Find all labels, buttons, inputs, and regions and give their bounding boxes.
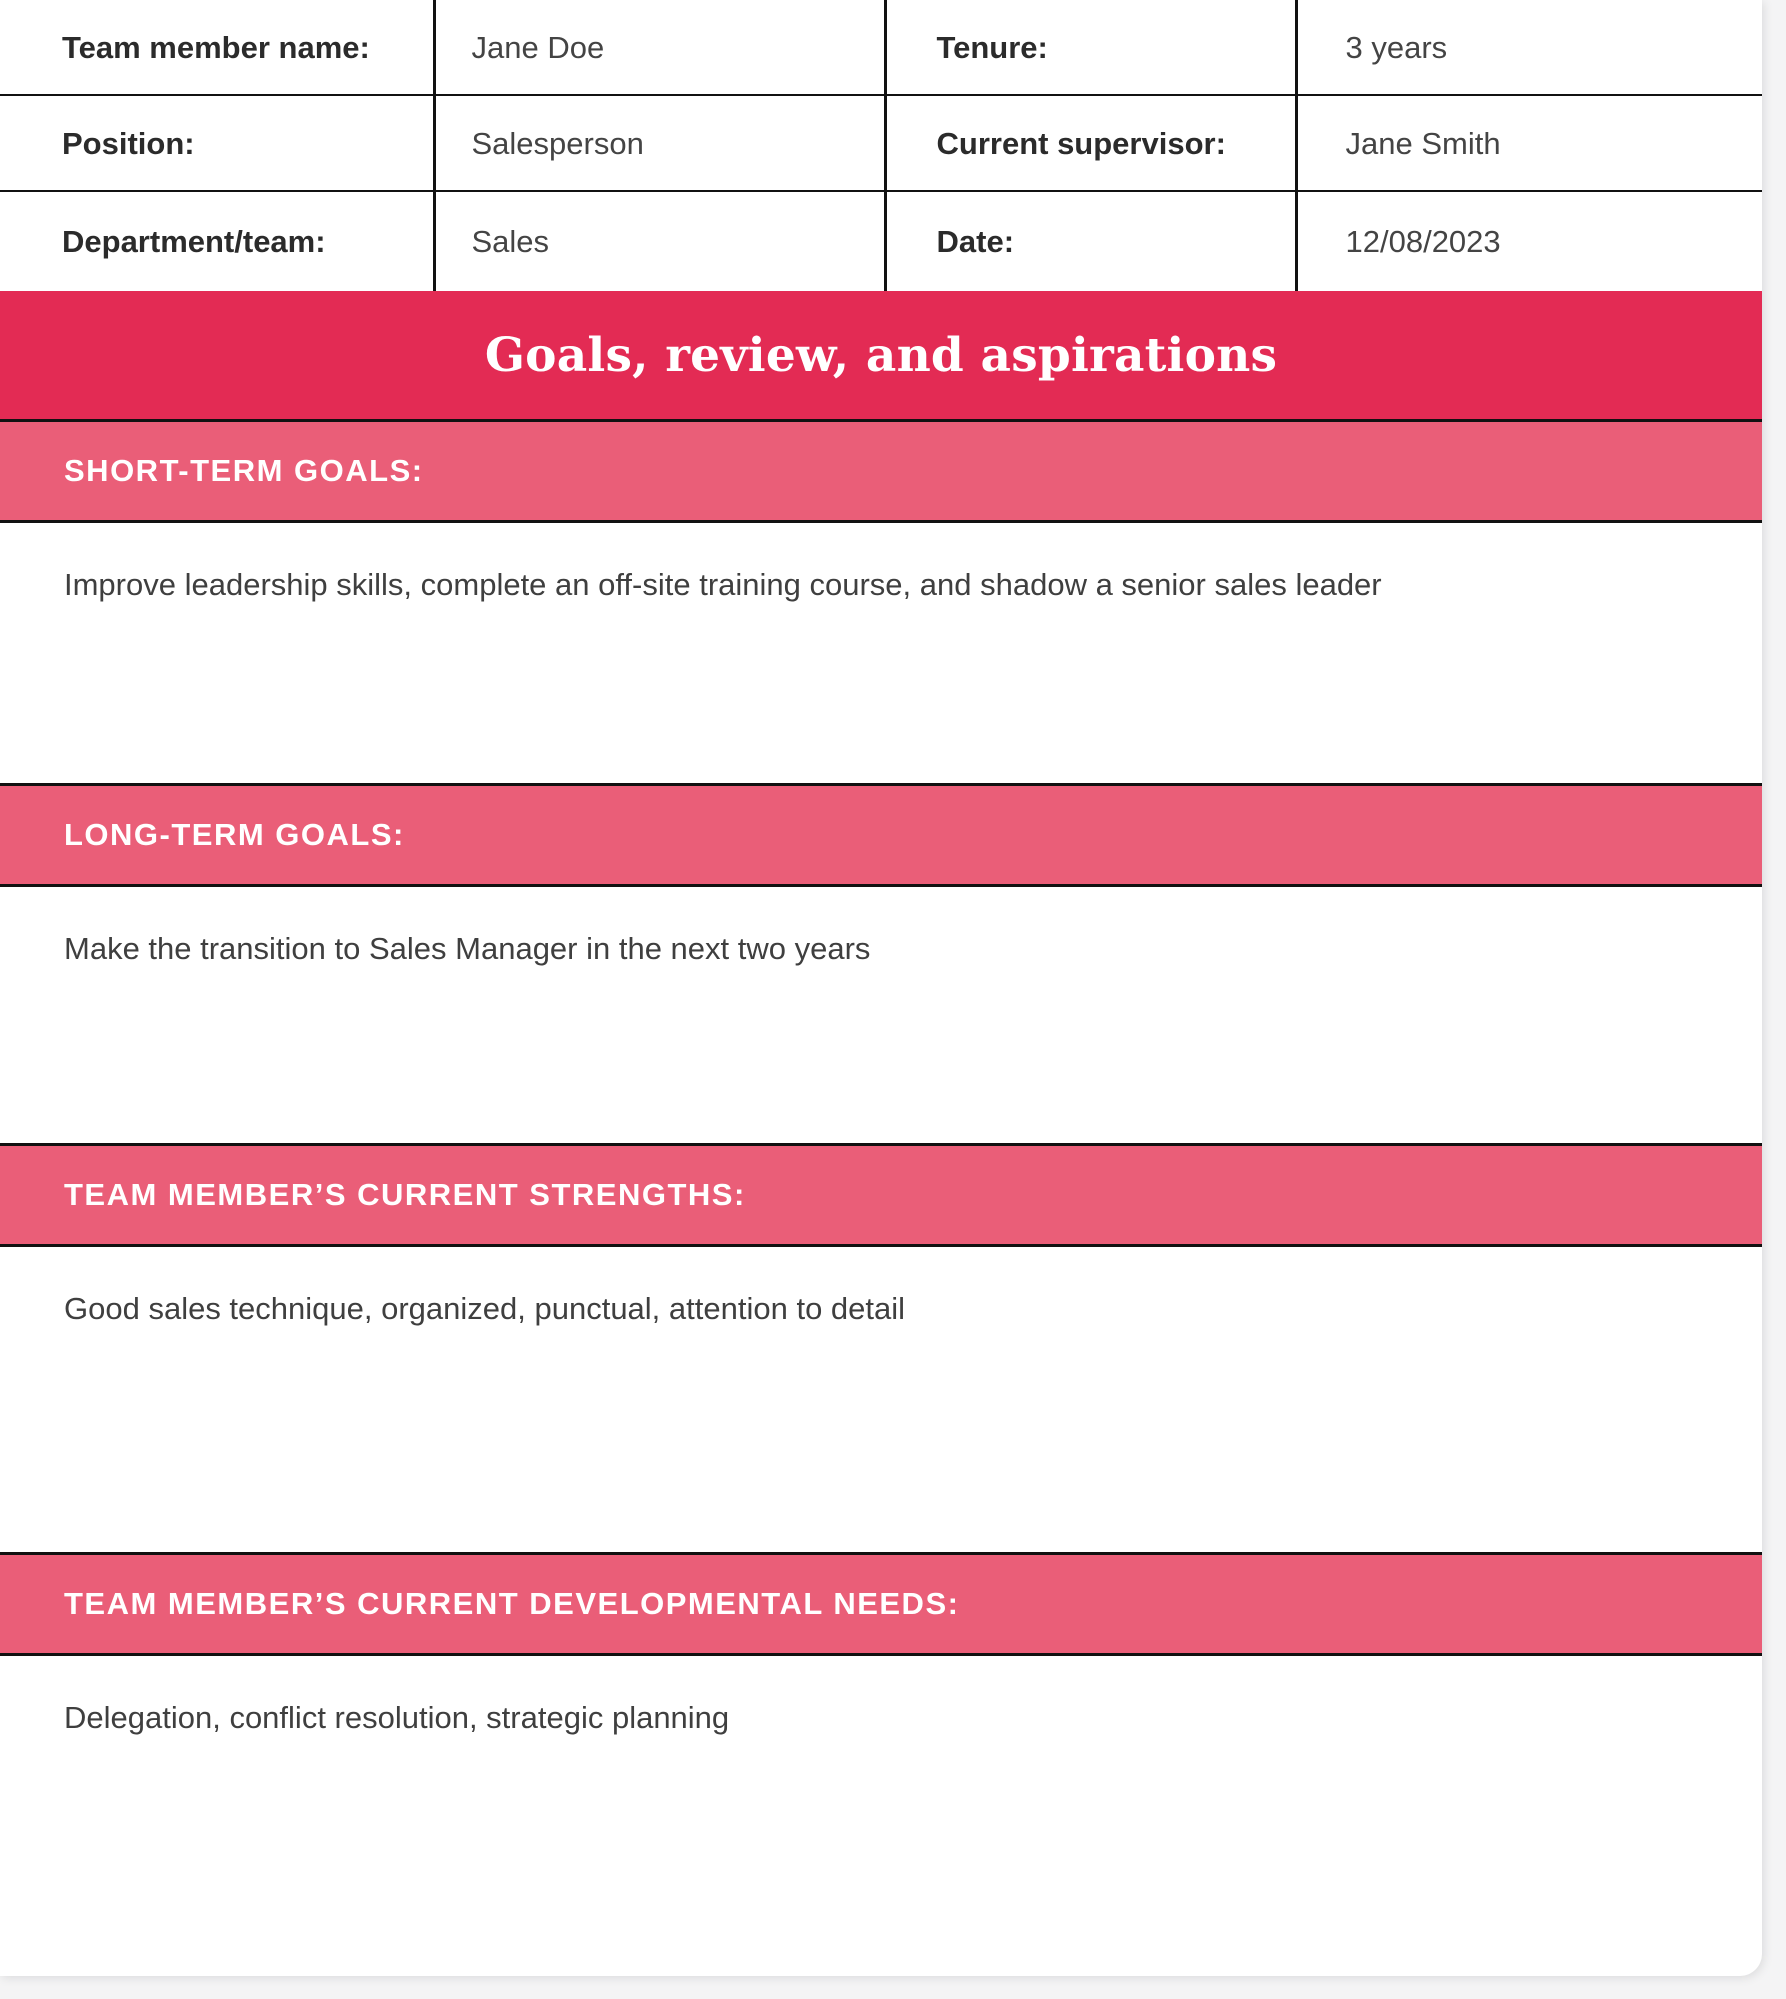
name-label: Team member name:	[0, 0, 434, 95]
short-term-goals-body	[0, 523, 1762, 783]
developmental-needs-header	[0, 1552, 1762, 1656]
section-heading: TEAM MEMBER’S CURRENT STRENGTHS:	[64, 1177, 746, 1212]
info-row-department	[0, 191, 1762, 291]
long-term-goals-body	[0, 887, 1762, 1143]
section-heading: SHORT-TERM GOALS:	[64, 453, 424, 488]
info-row-name	[0, 0, 1762, 95]
position-label: Position:	[0, 95, 434, 191]
section-banner	[0, 291, 1762, 422]
banner-title: Goals, review, and aspirations	[484, 327, 1278, 383]
long-term-goals-header	[0, 783, 1762, 887]
position-value: Salesperson	[434, 95, 885, 191]
name-value: Jane Doe	[434, 0, 885, 95]
info-table	[0, 0, 1762, 291]
tenure-label: Tenure:	[885, 0, 1296, 95]
tenure-value: 3 years	[1296, 0, 1762, 95]
section-text: Good sales technique, organized, punctual, attention to detail	[64, 1291, 906, 1326]
developmental-needs-body	[0, 1656, 1762, 1956]
section-heading: LONG-TERM GOALS:	[64, 817, 405, 852]
supervisor-value: Jane Smith	[1296, 95, 1762, 191]
date-value: 12/08/2023	[1345, 224, 1501, 259]
section-text: Make the transition to Sales Manager in the next two years	[64, 931, 871, 966]
current-strengths-body	[0, 1247, 1762, 1552]
section-heading: TEAM MEMBER’S CURRENT DEVELOPMENTAL NEEDS:	[64, 1586, 960, 1621]
supervisor-label: Current supervisor:	[885, 95, 1296, 191]
info-row-position	[0, 95, 1762, 191]
short-term-goals-header	[0, 422, 1762, 523]
section-text: Improve leadership skills, complete an off-site training course, and shadow a senior sales leader	[64, 567, 1382, 602]
section-text: Delegation, conflict resolution, strategic planning	[64, 1700, 730, 1735]
current-strengths-header	[0, 1143, 1762, 1247]
department-label: Department/team:	[0, 191, 434, 291]
date-label: Date:	[885, 191, 1296, 291]
department-value: Sales	[434, 191, 885, 291]
